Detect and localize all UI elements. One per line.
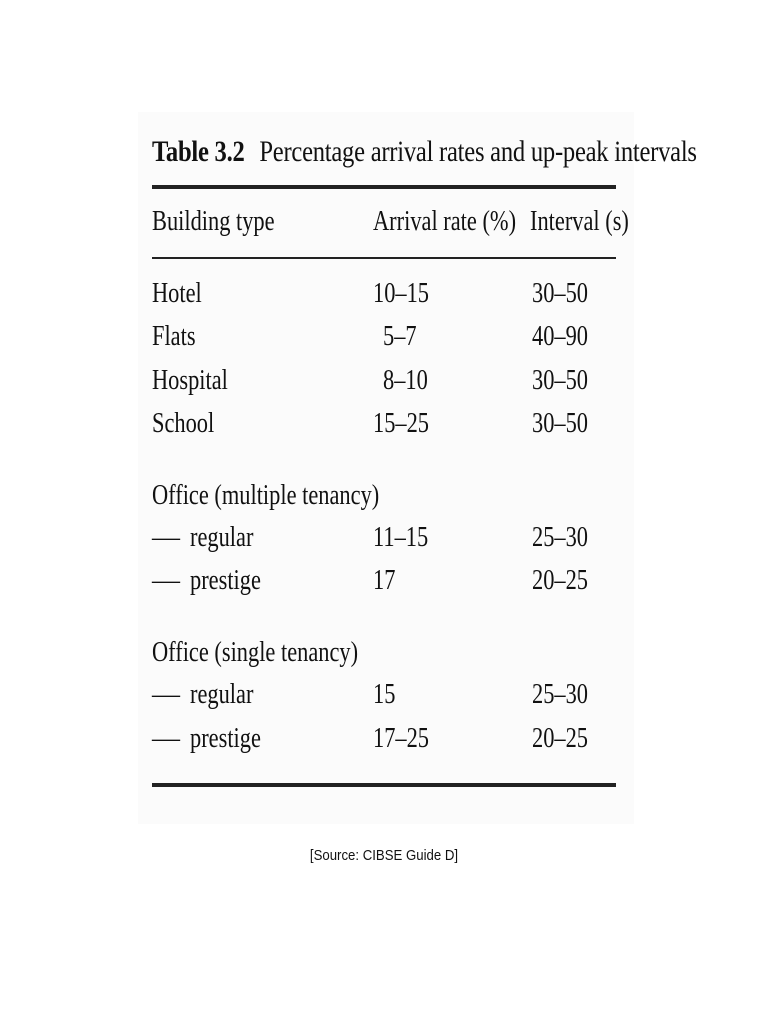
source-caption: [Source: CIBSE Guide D]: [309, 847, 459, 864]
header-arrival-rate: Arrival rate (%): [373, 206, 517, 237]
row-hotel-rate: 10–15: [373, 278, 429, 309]
row-hospital-rate: 8–10: [383, 365, 428, 396]
row-school-interval: 30–50: [532, 408, 588, 439]
row-single-regular-type: regular: [190, 679, 254, 710]
header-rule: [152, 257, 616, 259]
table-number: Table 3.2: [152, 135, 245, 168]
dash-marker: —: [152, 565, 180, 596]
row-school-type: School: [152, 408, 215, 439]
row-hotel-type: Hotel: [152, 278, 202, 309]
dash-marker: —: [152, 679, 180, 710]
row-single-prestige-type: prestige: [190, 723, 261, 754]
dash-marker: —: [152, 522, 180, 553]
row-single-prestige-rate: 17–25: [373, 723, 429, 754]
top-rule: [152, 185, 616, 189]
row-hospital-type: Hospital: [152, 365, 228, 396]
group-heading-multiple-tenancy: Office (multiple tenancy): [152, 480, 380, 511]
row-flats-rate: 5–7: [383, 321, 417, 352]
row-school-rate: 15–25: [373, 408, 429, 439]
table-caption: Percentage arrival rates and up-peak intervals: [259, 135, 697, 168]
row-single-prestige-interval: 20–25: [532, 723, 588, 754]
row-multi-prestige-interval: 20–25: [532, 565, 588, 596]
row-hotel-interval: 30–50: [532, 278, 588, 309]
header-building-type: Building type: [152, 206, 275, 237]
row-multi-regular-type: regular: [190, 522, 254, 553]
bottom-rule: [152, 783, 616, 787]
row-single-regular-interval: 25–30: [532, 679, 588, 710]
dash-marker: —: [152, 723, 180, 754]
row-flats-interval: 40–90: [532, 321, 588, 352]
table-title: [152, 132, 697, 172]
row-multi-prestige-rate: 17: [373, 565, 396, 596]
header-interval: Interval (s): [530, 206, 629, 237]
row-multi-prestige-type: prestige: [190, 565, 261, 596]
row-multi-regular-rate: 11–15: [373, 522, 429, 553]
row-multi-regular-interval: 25–30: [532, 522, 588, 553]
row-flats-type: Flats: [152, 321, 196, 352]
group-heading-single-tenancy: Office (single tenancy): [152, 637, 359, 668]
row-hospital-interval: 30–50: [532, 365, 588, 396]
row-single-regular-rate: 15: [373, 679, 396, 710]
